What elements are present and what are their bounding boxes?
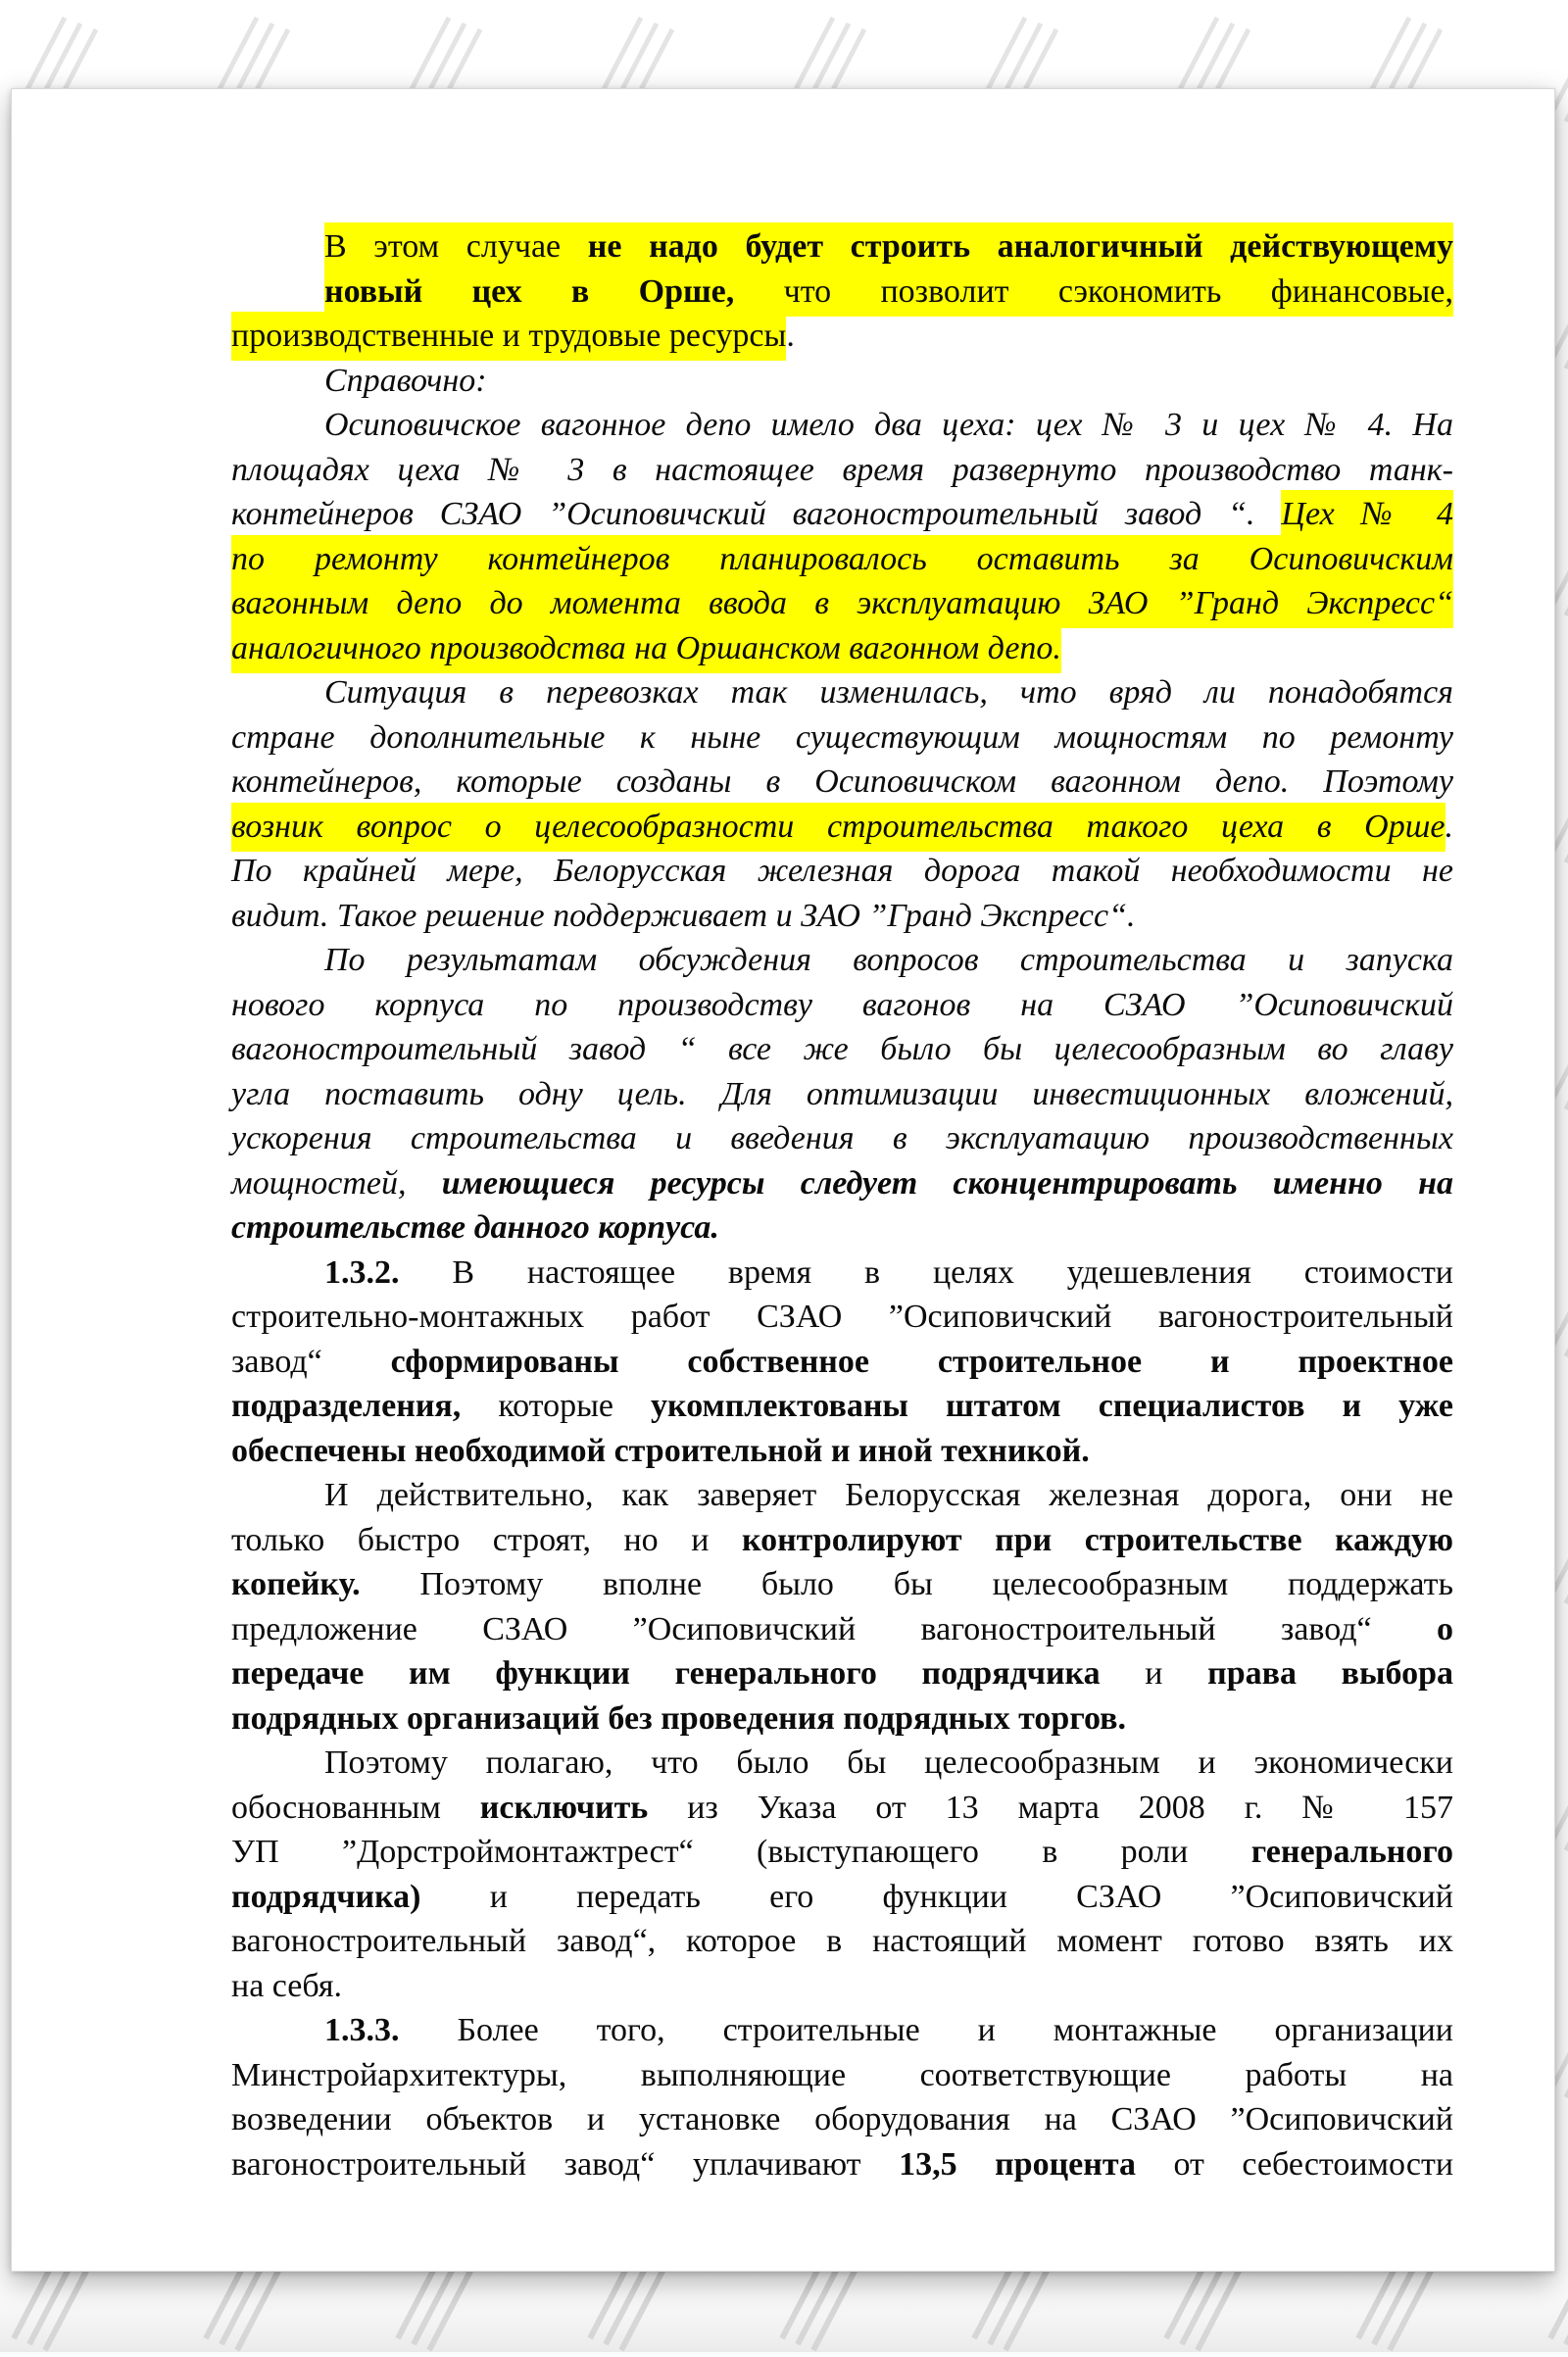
- text-run: обоснованным: [231, 1789, 480, 1826]
- text-run: предложение СЗАО ”Осиповичский вагоностроительный завод“: [231, 1610, 1437, 1647]
- paragraph-9: [231, 2008, 1453, 2186]
- text-line: [231, 626, 1453, 671]
- text-line: [231, 492, 1453, 537]
- text-run: из Указа от 13 марта 2008 г. № 157: [687, 1789, 1453, 1826]
- text-run: Более того, строительные и монтажные организации: [457, 2012, 1453, 2048]
- highlighted-text-run: вагонным депо до момента ввода в эксплуатацию ЗАО ”Гранд Экспресс“: [231, 579, 1453, 628]
- text-line: [231, 1205, 1453, 1251]
- text-run: Ситуация в перевозках так изменилась, что вряд ли понадобятся: [324, 674, 1453, 711]
- text-run: подрядных организаций без проведения подрядных торгов.: [231, 1699, 1126, 1737]
- paragraph-3: [231, 403, 1453, 670]
- text-line: [231, 1116, 1453, 1161]
- text-run: права выбора: [1207, 1655, 1453, 1692]
- text-run: копейку.: [231, 1566, 420, 1602]
- text-line: [231, 1562, 1453, 1607]
- text-run: контейнеров, которые созданы в Осиповичском вагонном депо. Поэтому: [231, 763, 1453, 800]
- text-run: контейнеров СЗАО ”Осиповичский вагоностроительный завод “.: [231, 496, 1282, 532]
- text-run: УП ”Дорстроймонтажтрест“ (выступающего в роли: [231, 1834, 1251, 1870]
- highlighted-text-run: возник вопрос о целесообразности строительства такого цеха в Орше: [231, 803, 1446, 852]
- text-line: [231, 224, 1453, 270]
- text-line: [231, 805, 1453, 850]
- text-run: Минстройархитектуры, выполняющие соответствующие работы на: [231, 2056, 1453, 2093]
- paragraph-6: [231, 1251, 1453, 1474]
- text-line: [231, 1696, 1453, 1742]
- text-run: Осиповичское вагонное депо имело два цеха: цех № 3 и цех № 4. На: [324, 407, 1453, 443]
- text-run: контролируют при строительстве каждую: [741, 1521, 1453, 1558]
- text-run: исключить: [479, 1789, 688, 1826]
- paragraph-8: [231, 1741, 1453, 2008]
- highlighted-text-run: аналогичного производства на Оршанском вагонном депо.: [231, 624, 1061, 673]
- text-line: [231, 359, 1453, 404]
- text-line: [231, 1786, 1453, 1831]
- text-run: мощностей,: [231, 1164, 442, 1202]
- text-line: [231, 670, 1453, 715]
- text-run: которые: [498, 1388, 652, 1424]
- highlighted-text-run: что позволит сэкономить финансовые,: [784, 268, 1453, 317]
- text-line: [231, 581, 1453, 626]
- text-line: [231, 1027, 1453, 1072]
- text-line: [231, 1741, 1453, 1786]
- text-line: [231, 849, 1453, 894]
- document-page: [11, 88, 1555, 2272]
- text-run: нового корпуса по производству вагонов на СЗАО ”Осиповичский: [231, 986, 1453, 1023]
- text-line: [231, 2142, 1453, 2187]
- text-line: [231, 1340, 1453, 1385]
- text-run: сформированы собственное строительное и проектное: [390, 1343, 1453, 1380]
- text-run: возведении объектов и установке оборудования на СЗАО ”Осиповичский: [231, 2101, 1453, 2137]
- highlighted-text-run: новый цех в Орше,: [324, 268, 784, 317]
- text-line: [231, 270, 1453, 315]
- text-line: [231, 1518, 1453, 1563]
- text-line: [231, 760, 1453, 805]
- paragraph-1: [231, 224, 1453, 359]
- text-run: от себестоимости: [1173, 2145, 1454, 2183]
- text-line: [231, 2053, 1453, 2098]
- highlighted-text-run: производственные и трудовые ресурсы: [231, 312, 786, 361]
- text-line: [231, 1384, 1453, 1429]
- text-run: Поэтому полагаю, что было бы целесообразным и экономически: [324, 1744, 1453, 1781]
- text-run: только быстро строят, но и: [231, 1521, 742, 1558]
- text-line: [231, 715, 1453, 761]
- highlighted-text-run: В этом случае: [324, 222, 588, 271]
- text-run: И действительно, как заверяет Белорусская железная дорога, они не: [324, 1477, 1453, 1513]
- highlighted-text-run: не надо будет строить аналогичный действующему: [588, 222, 1453, 271]
- text-line: [231, 1473, 1453, 1518]
- text-run: вагоностроительный завод“ уплачивают: [231, 2145, 900, 2183]
- text-run: и передать его функции СЗАО ”Осиповичский: [489, 1878, 1453, 1915]
- text-line: [231, 938, 1453, 983]
- text-run: видит. Такое решение поддерживает и ЗАО ”Гранд Экспресс“.: [231, 897, 1136, 934]
- text-line: [231, 1875, 1453, 1920]
- text-run: .: [1445, 808, 1453, 845]
- text-run: подразделения,: [231, 1388, 499, 1424]
- text-run: вагоностроительный завод“, которое в настоящий момент готово взять их: [231, 1923, 1453, 1959]
- highlighted-text-run: Цех № 4: [1281, 490, 1453, 539]
- text-run: 1.3.3.: [324, 2012, 458, 2048]
- text-run: о: [1437, 1610, 1453, 1647]
- text-run: 13,5 процента: [899, 2145, 1174, 2183]
- text-line: [231, 1964, 1453, 2009]
- text-run: на себя.: [231, 1967, 342, 2004]
- paragraph-4: [231, 670, 1453, 938]
- text-line: [231, 894, 1453, 939]
- highlighted-text-run: по ремонту контейнеров планировалось оставить за Осиповичским: [231, 535, 1453, 584]
- text-run: По крайней мере, Белорусская железная дорога такой необходимости не: [231, 853, 1453, 889]
- text-line: [231, 1651, 1453, 1696]
- text-run: строительно-монтажных работ СЗАО ”Осиповичский вагоностроительный: [231, 1299, 1453, 1335]
- text-run: В настоящее время в целях удешевления стоимости: [452, 1253, 1453, 1291]
- text-line: [231, 403, 1453, 448]
- document-text-block: [231, 224, 1453, 2186]
- text-line: [231, 1295, 1453, 1340]
- text-run: генерального: [1250, 1834, 1453, 1870]
- text-run: и: [1145, 1655, 1208, 1692]
- paragraph-2: [231, 359, 1453, 404]
- text-run: стране дополнительные к ныне существующим мощностям по ремонту: [231, 718, 1453, 756]
- text-line: [231, 1429, 1453, 1474]
- text-run: укомплектованы штатом специалистов и уже: [651, 1388, 1453, 1424]
- text-line: [231, 448, 1453, 493]
- text-run: передаче им функции генерального подрядчика: [231, 1655, 1146, 1692]
- text-run: 1.3.2.: [324, 1253, 453, 1291]
- text-run: имеющиеся ресурсы следует сконцентрировать именно на: [441, 1164, 1454, 1202]
- text-run: площадях цеха № 3 в настоящее время развернуто производство танк-: [231, 451, 1453, 488]
- text-line: [231, 1830, 1453, 1875]
- paragraph-7: [231, 1473, 1453, 1741]
- text-run: подрядчика): [231, 1878, 490, 1915]
- text-run: строительстве данного корпуса.: [231, 1209, 719, 1246]
- text-line: [231, 314, 1453, 359]
- text-run: По результатам обсуждения вопросов строительства и запуска: [324, 942, 1453, 978]
- text-run: Справочно:: [324, 362, 487, 399]
- text-line: [231, 1072, 1453, 1117]
- text-run: ускорения строительства и введения в эксплуатацию производственных: [231, 1120, 1453, 1156]
- text-line: [231, 537, 1453, 582]
- text-run: Поэтому вполне было бы целесообразным поддержать: [419, 1566, 1453, 1602]
- text-line: [231, 1607, 1453, 1652]
- paragraph-5: [231, 938, 1453, 1251]
- text-run: вагоностроительный завод “ все же было бы целесообразным во главу: [231, 1031, 1453, 1067]
- text-line: [231, 2008, 1453, 2053]
- text-run: угла поставить одну цель. Для оптимизации инвестиционных вложений,: [231, 1075, 1453, 1112]
- text-line: [231, 1919, 1453, 1964]
- text-run: .: [786, 318, 795, 354]
- text-run: завод“: [231, 1343, 391, 1380]
- text-line: [231, 983, 1453, 1028]
- text-line: [231, 1161, 1453, 1206]
- text-run: обеспечены необходимой строительной и иной техникой.: [231, 1432, 1090, 1469]
- text-line: [231, 1251, 1453, 1296]
- text-line: [231, 2097, 1453, 2142]
